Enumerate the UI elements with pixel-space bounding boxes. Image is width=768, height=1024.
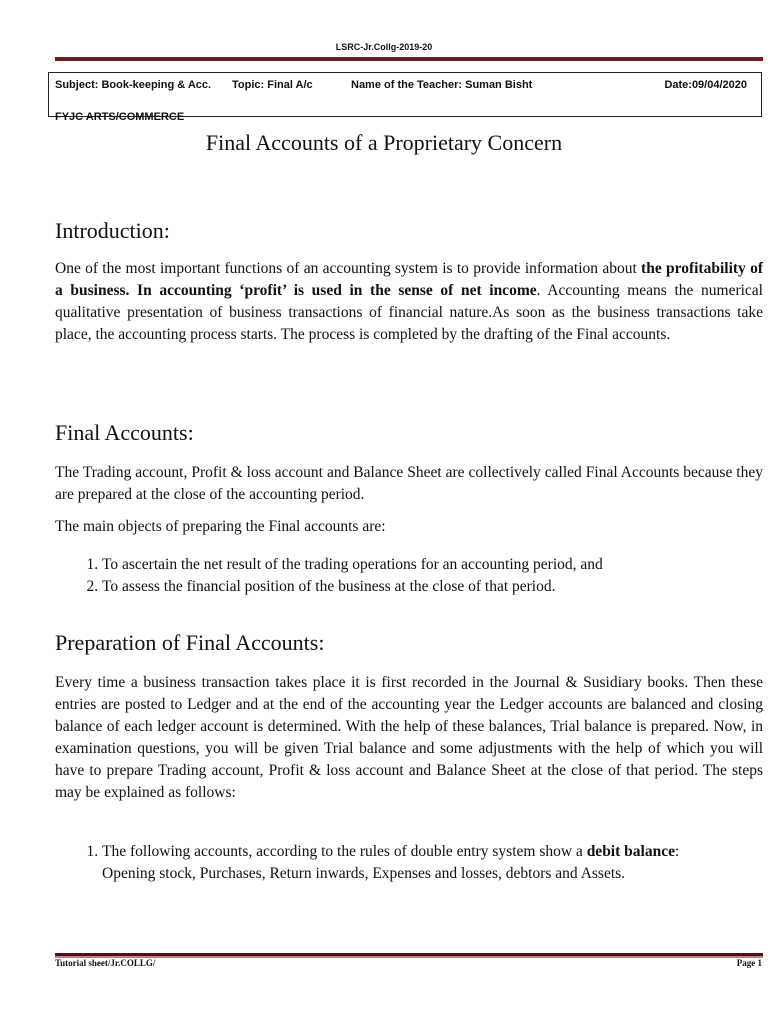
subject: Subject: Book-keeping & Acc. (55, 79, 212, 91)
step-text: The following accounts, according to the rules of double entry system show a (102, 843, 587, 860)
intro-bold: the profitability of a business. In accounting ‘profit’ is used in the sense of net income (55, 260, 763, 299)
colon: : (674, 843, 680, 860)
objects-list (55, 554, 768, 598)
list-item (102, 841, 768, 885)
class: FYJC ARTS/COMMERCE (55, 111, 185, 123)
list-item: 1. To ascertain the net result of the trading operations for an accounting period, and (102, 554, 768, 576)
intro-heading: Introduction: (55, 218, 170, 243)
page-number: Page 1 (736, 958, 762, 968)
step-bold: debit balance (586, 843, 675, 860)
intro-paragraph (55, 258, 763, 346)
teacher: Name of the Teacher: Suman Bisht (351, 79, 533, 91)
objects-intro: The main objects of preparing the Final accounts are: (55, 518, 386, 535)
final-accounts-heading: Final Accounts: (55, 420, 194, 445)
list-item: 2. To assess the financial position of the business at the close of that period. (102, 576, 768, 598)
final-accounts-para: The Trading account, Profit & loss account and Balance Sheet are collectively called Final Accounts because they are prepared at the close of the accounting period. (55, 464, 763, 503)
info-box (48, 72, 762, 123)
steps-list (55, 841, 768, 885)
footer-left: Tutorial sheet/Jr.COLLG/ (55, 958, 156, 968)
header-divider (55, 57, 763, 61)
page-header: LSRC-Jr.Collg-2019-20 (335, 42, 433, 52)
page-title: Final Accounts of a Proprietary Concern (205, 130, 563, 155)
intro-text-2: . Accounting means the numerical qualitative presentation of business transactions of financial nature.As soon as the business transactions take place, the accounting process starts. The process is completed by the drafting of the Final accounts. (55, 282, 763, 343)
date: Date:09/04/2020 (664, 79, 747, 91)
preparation-para: Every time a business transaction takes place it is first recorded in the Journal & Susidiary books. Then these entries are posted to Ledger and at the end of the accounting year the Ledger accounts are balanced and closing balance of each ledger account is determined. With the help of these balances, Trial balance is prepared. Now, in examination questions, you will be given Trial balance and some adjustments with the help of which you will have to prepare Trading account, Profit & loss account and Balance Sheet at the close of that period. The steps may be explained as follows: (55, 674, 763, 801)
topic: Topic: Final A/c (232, 79, 313, 91)
footer-divider (55, 953, 763, 958)
preparation-heading: Preparation of Final Accounts: (55, 630, 325, 655)
intro-text: One of the most important functions of an accounting system is to provide information about (55, 260, 642, 277)
step-detail: Opening stock, Purchases, Return inwards, Expenses and losses, debtors and Assets. (102, 865, 626, 882)
